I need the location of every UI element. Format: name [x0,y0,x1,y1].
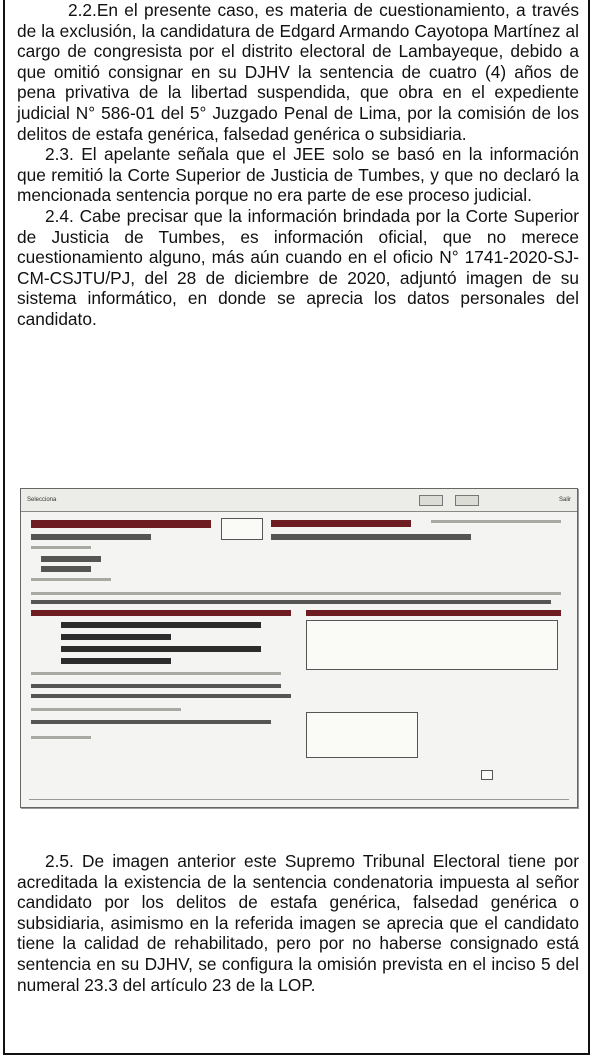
row [31,720,271,724]
field-surname [271,534,471,540]
input-3 [61,646,261,652]
input-2 [61,634,171,640]
left-section-bar [31,610,291,616]
detail-box [306,712,418,758]
right-list-box [306,620,558,670]
row [31,694,291,698]
input-4 [61,658,171,664]
screenshot-exit-label: Salir [558,497,571,503]
field-label [31,546,91,549]
bottom-text-block [17,851,579,995]
field-state [41,566,91,572]
embedded-system-screenshot [20,488,578,808]
screenshot-footer-line [29,799,569,800]
paragraph-2-5: 2.5. De imagen anterior este Supremo Tribunal Electoral tiene por acreditada la existencia de la sentencia condenatoria impuesta al señor candidato por los delitos de estafa genérica, falsedad genérica o subsidiaria, asimismo en la referida imagen se aprecia que el candidato tiene la calidad de rehabilitado, pero por no haberse consignado está sentencia en su DJHV, se configura la omisión prevista en el inciso 5 del numeral 23.3 del artículo 23 de la LOP. [17,851,579,995]
checkbox [481,770,493,780]
field-label [31,578,111,581]
paragraph-number: 2.2. [68,0,97,20]
field-doc [41,556,101,562]
top-text-block [17,0,579,330]
paragraph-2-2 [17,0,579,144]
section-label [31,672,281,675]
table-row [31,600,551,604]
paragraph-2-4: 2.4. Cabe precisar que la información brindada por la Corte Superior de Justicia de Tumbes, es información oficial, que no merece cuestionamiento alguno, más aún cuando en el oficio N° 1741-2020-SJ-CM-CSJTU/PJ, del 28 de diciembre de 2020, adjuntó imagen de su sistema informático, en donde se aprecia los datos personales del candidato. [17,205,579,329]
photo-box [221,518,263,540]
label [31,736,91,739]
screenshot-toolbar [21,489,577,512]
screenshot-window-title: Selecciona [27,497,57,503]
label [31,708,181,711]
screenshot-toolbar-button [419,495,443,506]
right-section-bar [306,610,561,616]
screenshot-toolbar-button [455,495,479,506]
input-1 [61,622,261,628]
personal-data-bar [271,520,411,527]
date-line [431,520,561,523]
row [31,684,281,688]
header-bar [31,520,211,528]
screenshot-form-body [21,512,577,808]
paragraph-2-3: 2.3. El apelante señala que el JEE solo se basó en la información que remitió la Corte Superior de Justicia de Tumbes, y que no declaró la mencionada sentencia porque no era parte de ese proceso judicial. [17,144,579,206]
field-name [31,534,151,540]
paragraph-text: En el presente caso, es materia de cuestionamiento, a través de la exclusión, la candidatura de Edgard Armando Cayotopa Martínez al cargo de congresista por el distrito electoral de Lambayeque, debido a que omitió consignar en su DJHV la sentencia de cuatro (4) años de pena privativa de la libertad suspendida, que obra en el expediente judicial N° 586-01 del 5° Juzgado Penal de Lima, por la comisión de los delitos de estafa genérica, falsedad genérica o subsidiaria. [17,0,579,144]
table-header [31,592,561,595]
